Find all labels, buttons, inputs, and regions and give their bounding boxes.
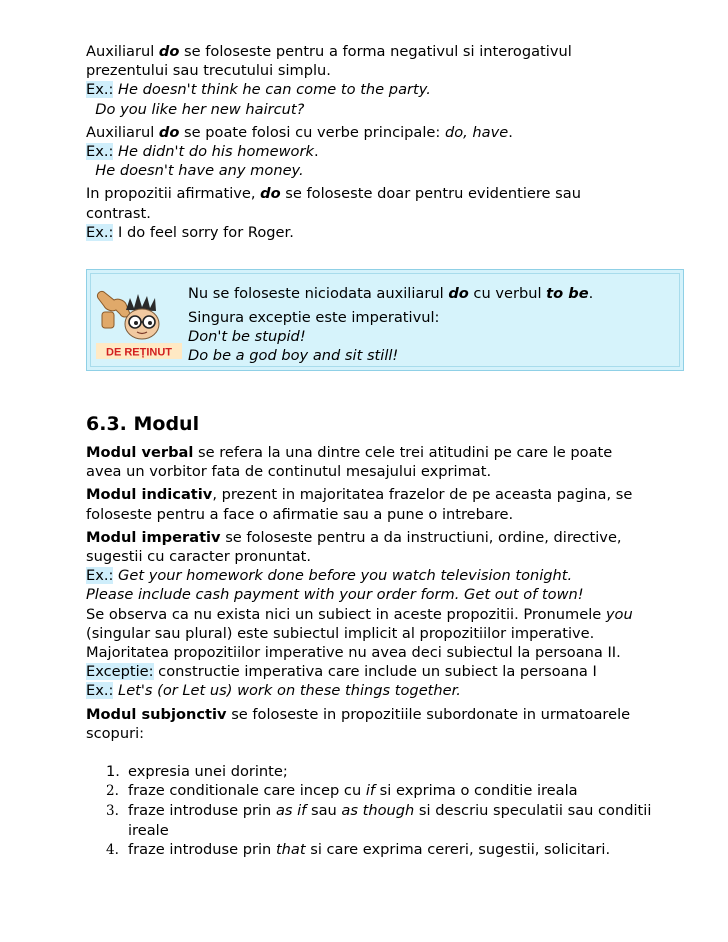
paragraph-line: sugestii cu caracter pronuntat. <box>86 548 311 566</box>
list-item: 4. fraze introduse prin that si care exprima cereri, sugestii, solicitari. <box>106 841 611 858</box>
example-line: Ex.: He doesn't think he can come to the party. <box>86 81 431 99</box>
exception-line: Exceptie: constructie imperativa care include un subiect la persoana I <box>86 663 597 681</box>
example-line: Ex.: He didn't do his homework. <box>86 143 319 161</box>
example-label: Ex.: <box>86 81 114 99</box>
example-label: Ex.: <box>86 567 114 585</box>
note-line: Singura exceptie este imperativul: <box>188 309 440 326</box>
paragraph-line: foloseste pentru a face o afirmatie sau a pune o intrebare. <box>86 505 514 523</box>
paragraph-line: (singular sau plural) este subiectul implicit al propozitiilor imperative. <box>86 624 595 642</box>
list-number: 3. <box>106 803 119 819</box>
section-heading: 6.3. Modul <box>86 413 200 435</box>
list-item: 3. fraze introduse prin as if sau as though si descriu speculatii sau conditii <box>106 802 652 819</box>
list-number: 4. <box>106 842 119 858</box>
example-label: Ex.: <box>86 682 114 700</box>
example-label: Ex.: <box>86 143 114 161</box>
intro-line: prezentului sau trecutului simplu. <box>86 62 331 80</box>
example-line: Ex.: Get your homework done before you watch television tonight. <box>86 567 573 585</box>
exception-label: Exceptie: <box>86 663 154 681</box>
example-line: Ex.: Let's (or Let us) work on these things together. <box>86 682 461 700</box>
note-line: Do be a god boy and sit still! <box>188 347 399 364</box>
list-item: 2. fraze conditionale care incep cu if si exprima o conditie ireala <box>106 782 578 799</box>
paragraph-line: Majoritatea propozitiilor imperative nu avea deci subiectul la persoana II. <box>86 644 621 662</box>
example-label: Ex.: <box>86 223 114 241</box>
intro-line: contrast. <box>86 204 151 222</box>
example-line: Ex.: I do feel sorry for Roger. <box>86 223 294 241</box>
note-line: Nu se foloseste niciodata auxiliarul do cu verbul to be. <box>188 285 594 302</box>
list-item-continuation: ireale <box>128 822 169 839</box>
example-line: He doesn't have any money. <box>86 162 304 180</box>
note-line: Don't be stupid! <box>188 328 306 345</box>
paragraph-line: Modul indicativ, prezent in majoritatea frazelor de pe aceasta pagina, se <box>86 486 633 504</box>
section-body <box>86 443 686 743</box>
subjunctive-list <box>106 762 706 860</box>
intro-line: In propozitii afirmative, do se foloseste doar pentru evidentiere sau <box>86 185 581 203</box>
list-number: 1. <box>106 763 120 780</box>
list-number: 2. <box>106 783 119 799</box>
paragraph-line: Modul subjonctiv se foloseste in propozitiile subordonate in urmatoarele <box>86 705 631 723</box>
example-line: Please include cash payment with your order form. Get out of town! <box>86 586 584 604</box>
paragraph-line: Modul verbal se refera la una dintre cele trei atitudini pe care le poate <box>86 444 613 461</box>
list-item: 1. expresia unei dorinte; <box>106 763 288 780</box>
note-text <box>188 284 668 365</box>
intro-block <box>86 42 686 242</box>
intro-line: Auxiliarul do se poate folosi cu verbe principale: do, have. <box>86 123 513 141</box>
paragraph-line: avea un vorbitor fata de continutul mesajului exprimat. <box>86 463 492 481</box>
stamp-label: DE REȚINUT <box>106 346 172 359</box>
de-retinut-mascot-icon <box>92 284 186 364</box>
intro-line: Auxiliarul do se foloseste pentru a forma negativul si interogativul <box>86 43 572 60</box>
example-line: Do you like her new haircut? <box>86 100 305 118</box>
paragraph-line: Modul imperativ se foloseste pentru a da instructiuni, ordine, directive, <box>86 528 622 546</box>
paragraph-line: scopuri: <box>86 724 145 742</box>
paragraph-line: Se observa ca nu exista nici un subiect in aceste propozitii. Pronumele you <box>86 605 633 623</box>
